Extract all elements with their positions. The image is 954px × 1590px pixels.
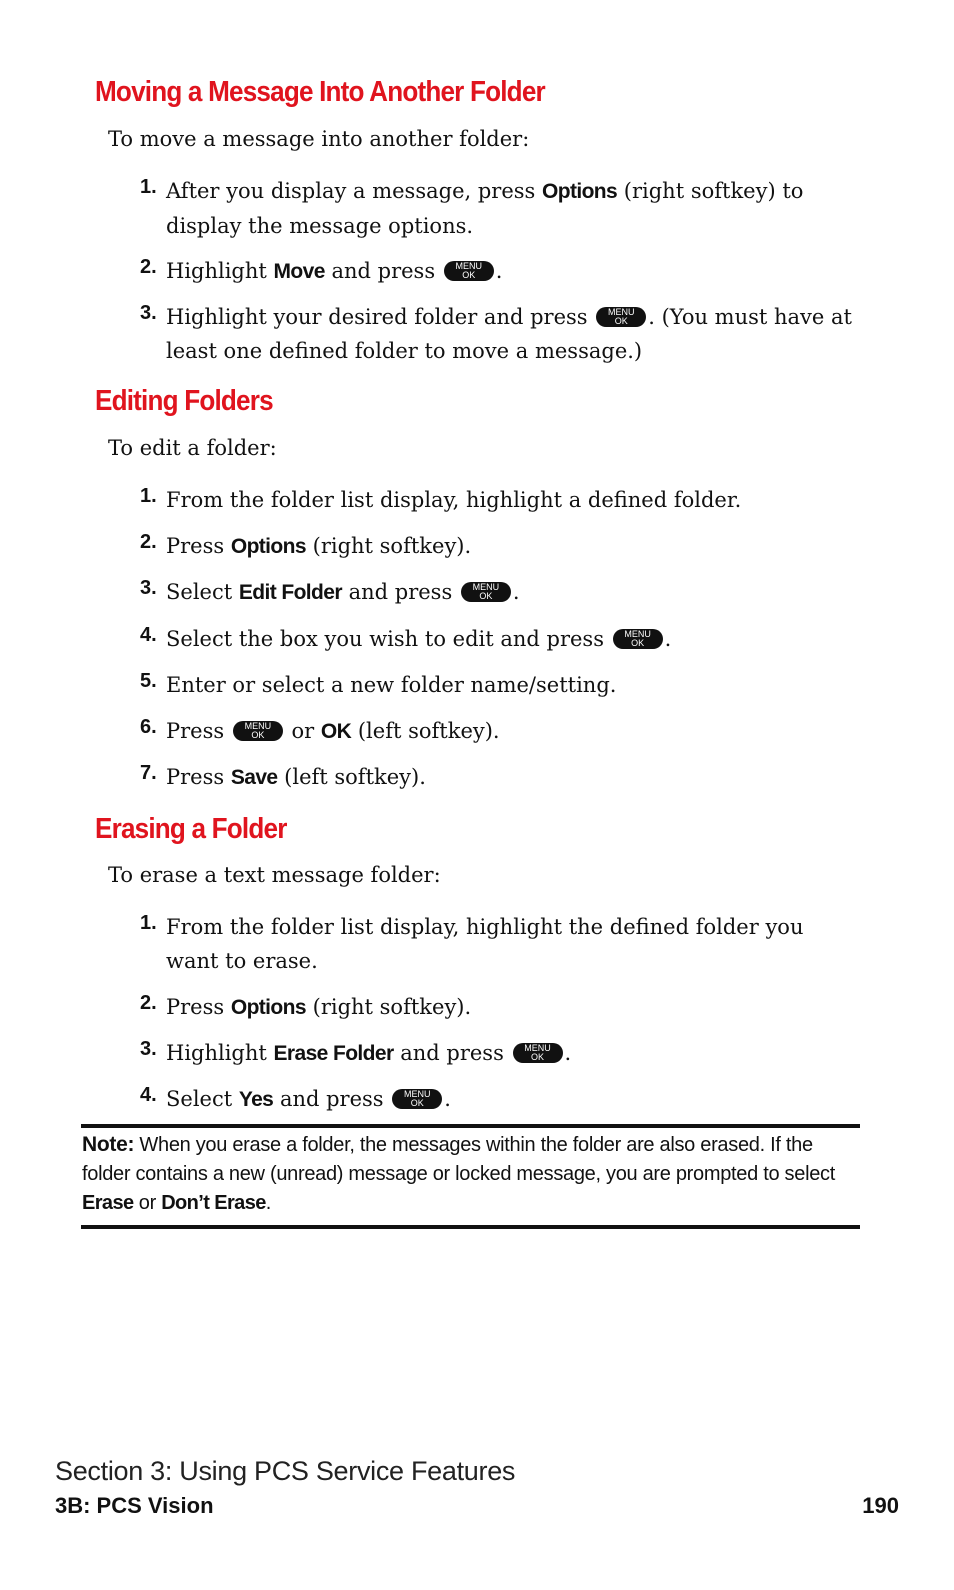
step-text: Press Save (left softkey). — [166, 765, 426, 789]
key-erase: Erase — [82, 1192, 134, 1214]
step-text: From the folder list display, highlight the defined folder you want to erase. — [166, 915, 804, 973]
key-options: Options — [230, 535, 306, 558]
step-number: 1. — [140, 485, 157, 507]
menu-ok-key-icon: MENU OK — [392, 1089, 442, 1109]
note-bottom-rule — [81, 1225, 860, 1229]
step-text: Highlight your desired folder and press MENU OK . (You must have at least one defined folder to move a message.) — [166, 305, 852, 363]
step-text: Select Edit Folder and press MENU OK . — [166, 580, 520, 604]
step-text: Select Yes and press MENU OK . — [166, 1087, 451, 1111]
section-intro: To edit a folder: — [108, 436, 277, 460]
key-yes: Yes — [238, 1088, 274, 1111]
section-heading-editing: Editing Folders — [95, 385, 273, 417]
step-number: 6. — [140, 716, 157, 738]
step-number: 7. — [140, 762, 157, 784]
step-text: From the folder list display, highlight a defined folder. — [166, 488, 742, 512]
menu-ok-key-icon: MENU OK — [461, 582, 511, 602]
note-label: Note: — [82, 1133, 135, 1156]
step-number: 4. — [140, 1084, 157, 1106]
menu-ok-key-icon: MENU OK — [444, 261, 494, 281]
key-save: Save — [230, 766, 278, 789]
step-number: 2. — [140, 531, 157, 553]
step-number: 5. — [140, 670, 157, 692]
section-heading-moving: Moving a Message Into Another Folder — [95, 76, 545, 108]
key-edit-folder: Edit Folder — [238, 581, 342, 604]
section-intro: To move a message into another folder: — [108, 127, 530, 151]
key-move: Move — [273, 260, 325, 283]
key-options: Options — [541, 180, 618, 203]
step-number: 3. — [140, 302, 157, 324]
step-text: After you display a message, press Options (right softkey) to display the message options. — [166, 179, 804, 238]
note-box: Note: When you erase a folder, the messages within the folder are also erased. If the folder contains a new (unread) message or locked message, you are prompted to select Erase or Don’t Erase. — [82, 1133, 835, 1214]
step-number: 1. — [140, 912, 157, 934]
footer-section-title: Section 3: Using PCS Service Features — [55, 1456, 516, 1486]
step-text: Press MENU OK or OK (left softkey). — [166, 719, 500, 743]
key-options: Options — [230, 996, 306, 1019]
step-number: 3. — [140, 1038, 157, 1060]
section-heading-erasing: Erasing a Folder — [95, 813, 287, 845]
note-top-rule — [81, 1124, 860, 1128]
step-number: 2. — [140, 992, 157, 1014]
step-number: 4. — [140, 624, 157, 646]
menu-ok-key-icon: MENU OK — [513, 1043, 563, 1063]
step-number: 2. — [140, 256, 157, 278]
step-text: Select the box you wish to edit and press MENU OK . — [166, 627, 672, 651]
page-number: 190 — [862, 1493, 899, 1518]
key-erase-folder: Erase Folder — [273, 1042, 394, 1065]
step-text: Highlight Erase Folder and press MENU OK . — [166, 1041, 572, 1065]
key-ok: OK — [320, 720, 352, 743]
menu-ok-key-icon: MENU OK — [596, 307, 646, 327]
step-text: Highlight Move and press MENU OK . — [166, 259, 503, 283]
section-intro: To erase a text message folder: — [108, 863, 441, 887]
step-text: Press Options (right softkey). — [166, 995, 472, 1019]
key-dont-erase: Don’t Erase — [161, 1192, 266, 1214]
step-number: 3. — [140, 577, 157, 599]
step-text: Press Options (right softkey). — [166, 534, 472, 558]
step-number: 1. — [140, 176, 157, 198]
menu-ok-key-icon: MENU OK — [613, 629, 663, 649]
step-text: Enter or select a new folder name/setting. — [166, 673, 617, 697]
footer-subsection: 3B: PCS Vision — [55, 1493, 214, 1518]
menu-ok-key-icon: MENU OK — [233, 721, 283, 741]
